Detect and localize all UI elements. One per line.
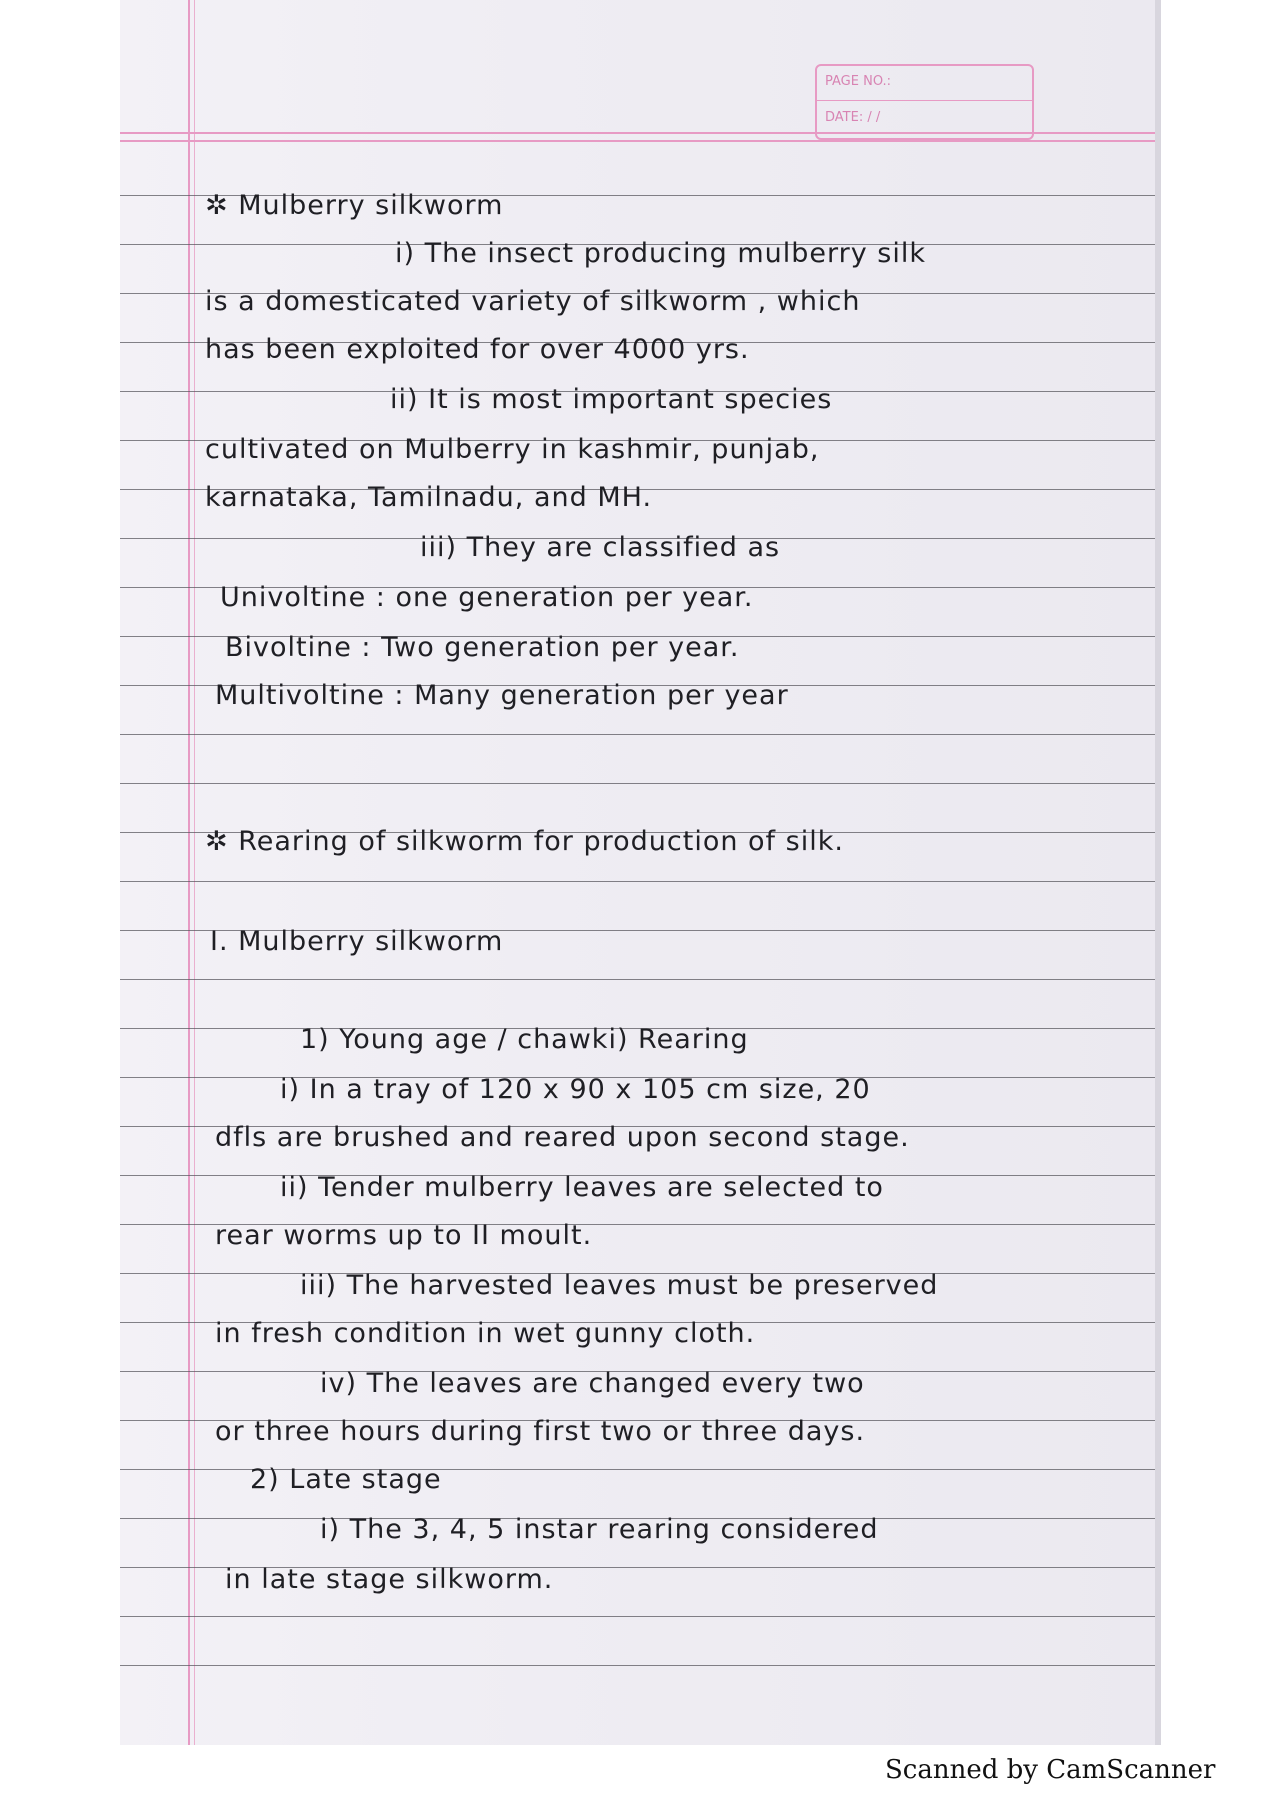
note-line: has been exploited for over 4000 yrs. <box>205 334 750 365</box>
note-line: dfls are brushed and reared upon second stage. <box>215 1122 910 1153</box>
heading-rearing: ✲ Rearing of silkworm for production of silk. <box>205 826 844 857</box>
note-line: in late stage silkworm. <box>225 1564 554 1595</box>
note-line: iii) The harvested leaves must be preserved <box>300 1270 939 1301</box>
heading-mulberry-silkworm: ✲ Mulberry silkworm <box>205 190 504 221</box>
ruled-line <box>120 1616 1155 1617</box>
ruled-line <box>120 734 1155 735</box>
ruled-line <box>120 783 1155 784</box>
note-line: cultivated on Mulberry in kashmir, punjab, <box>205 434 820 465</box>
note-line: or three hours during first two or three days. <box>215 1416 866 1447</box>
page-no-label: PAGE NO.: <box>825 74 892 89</box>
note-line-univoltine: Univoltine : one generation per year. <box>220 582 754 613</box>
note-line: is a domesticated variety of silkworm , which <box>205 286 861 317</box>
note-line: i) The 3, 4, 5 instar rearing considered <box>320 1514 879 1545</box>
ruled-line <box>120 1665 1155 1666</box>
note-line: ii) It is most important species <box>390 384 833 415</box>
subheading-late-stage: 2) Late stage <box>250 1464 442 1495</box>
note-line: ii) Tender mulberry leaves are selected to <box>280 1172 884 1203</box>
note-line: i) In a tray of 120 x 90 x 105 cm size, 20 <box>280 1074 871 1105</box>
date-label: DATE: / / <box>825 110 881 125</box>
page-date-box <box>815 64 1034 140</box>
note-line: i) The insect producing mulberry silk <box>395 238 926 269</box>
note-line-multivoltine: Multivoltine : Many generation per year <box>215 680 789 711</box>
note-line: karnataka, Tamilnadu, and MH. <box>205 482 653 513</box>
subheading-mulberry-silkworm: I. Mulberry silkworm <box>210 926 504 957</box>
ruled-line <box>120 979 1155 980</box>
header-rule-second <box>120 140 1155 142</box>
page-box-divider <box>817 100 1032 101</box>
note-line: in fresh condition in wet gunny cloth. <box>215 1318 756 1349</box>
scanner-watermark: Scanned by CamScanner <box>885 1755 1216 1785</box>
note-line: iv) The leaves are changed every two <box>320 1368 865 1399</box>
note-line: iii) They are classified as <box>420 532 781 563</box>
notebook-page <box>120 0 1161 1745</box>
note-line: rear worms up to II moult. <box>215 1220 593 1251</box>
note-line-bivoltine: Bivoltine : Two generation per year. <box>225 632 740 663</box>
margin-line <box>188 0 190 1745</box>
ruled-line <box>120 881 1155 882</box>
subheading-young-age: 1) Young age / chawki) Rearing <box>300 1024 749 1055</box>
margin-line-inner <box>194 0 195 1745</box>
